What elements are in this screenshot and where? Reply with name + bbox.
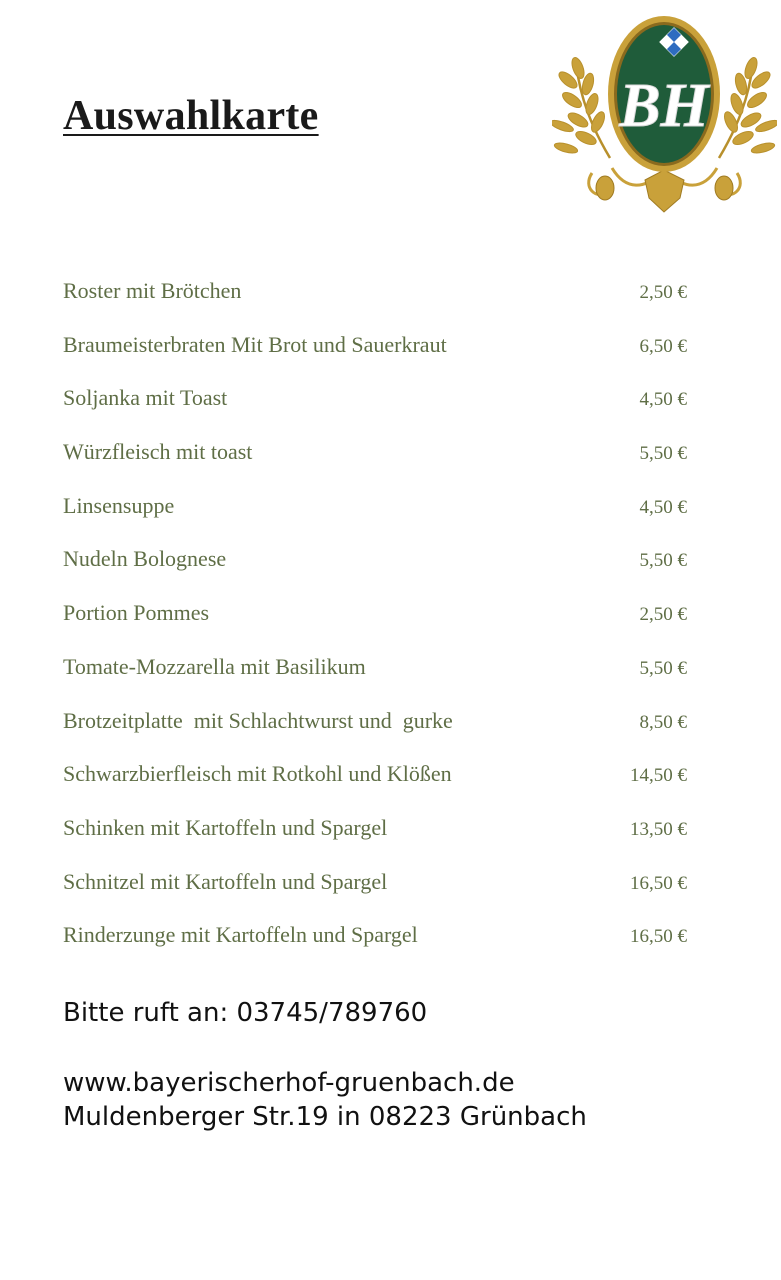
- menu-item: [63, 652, 703, 706]
- menu-item-name: Portion Pommes: [63, 600, 210, 626]
- menu-item-price: 8,50 €: [639, 711, 687, 733]
- phone-line: Bitte ruft an: 03745/789760: [63, 998, 428, 1028]
- menu-item-price: 13,50 €: [630, 818, 687, 840]
- menu-item: [63, 383, 703, 437]
- menu-item-price: 2,50 €: [639, 282, 687, 303]
- menu-item-price: 5,50 €: [639, 657, 687, 679]
- menu-item-name: Rinderzunge mit Kartoffeln und Spargel: [63, 922, 418, 948]
- menu-item-price: 2,50 €: [639, 604, 687, 626]
- page-title: Auswahlkarte: [63, 93, 319, 140]
- menu-item-name: Würzfleisch mit toast: [63, 439, 253, 465]
- menu-item-name: Nudeln Bolognese: [63, 546, 227, 572]
- menu-item-name: Soljanka mit Toast: [63, 385, 228, 411]
- menu-item-price: 6,50 €: [639, 335, 687, 357]
- menu-item-name: Roster mit Brötchen: [63, 278, 242, 303]
- menu-list: [63, 276, 703, 974]
- logo-monogram: BH: [619, 72, 709, 140]
- menu-item-name: Tomate-Mozzarella mit Basilikum: [63, 653, 366, 679]
- menu-item-price: 5,50 €: [639, 550, 687, 572]
- menu-item: [63, 276, 703, 330]
- menu-item: [63, 437, 703, 491]
- menu-item: [63, 544, 703, 598]
- menu-item: [63, 759, 703, 813]
- menu-item-price: 5,50 €: [639, 443, 687, 465]
- menu-item-name: Schwarzbierfleisch mit Rotkohl und Klößen: [63, 761, 452, 787]
- menu-item-price: 4,50 €: [639, 496, 687, 518]
- menu-item: [63, 330, 703, 384]
- menu-item-name: Braumeisterbraten Mit Brot und Sauerkraut: [63, 331, 447, 357]
- menu-item-name: Schnitzel mit Kartoffeln und Spargel: [63, 868, 388, 894]
- menu-item: [63, 920, 703, 974]
- menu-item: [63, 491, 703, 545]
- menu-item: [63, 598, 703, 652]
- menu-item-name: Linsensuppe: [63, 492, 175, 518]
- menu-item-price: 16,50 €: [630, 926, 687, 948]
- address-line: Muldenberger Str.19 in 08223 Grünbach: [63, 1102, 587, 1132]
- bayerischer-hof-crest-icon: [552, 8, 777, 214]
- menu-item-name: Brotzeitplatte mit Schlachtwurst und gurke: [63, 707, 453, 733]
- menu-item: [63, 706, 703, 760]
- menu-item: [63, 813, 703, 867]
- menu-item-price: 16,50 €: [630, 872, 687, 894]
- menu-item-name: Schinken mit Kartoffeln und Spargel: [63, 814, 388, 840]
- website-link[interactable]: www.bayerischerhof-gruenbach.de: [63, 1068, 515, 1098]
- menu-item-price: 14,50 €: [630, 765, 687, 787]
- menu-item-price: 4,50 €: [639, 389, 687, 411]
- menu-item: [63, 867, 703, 921]
